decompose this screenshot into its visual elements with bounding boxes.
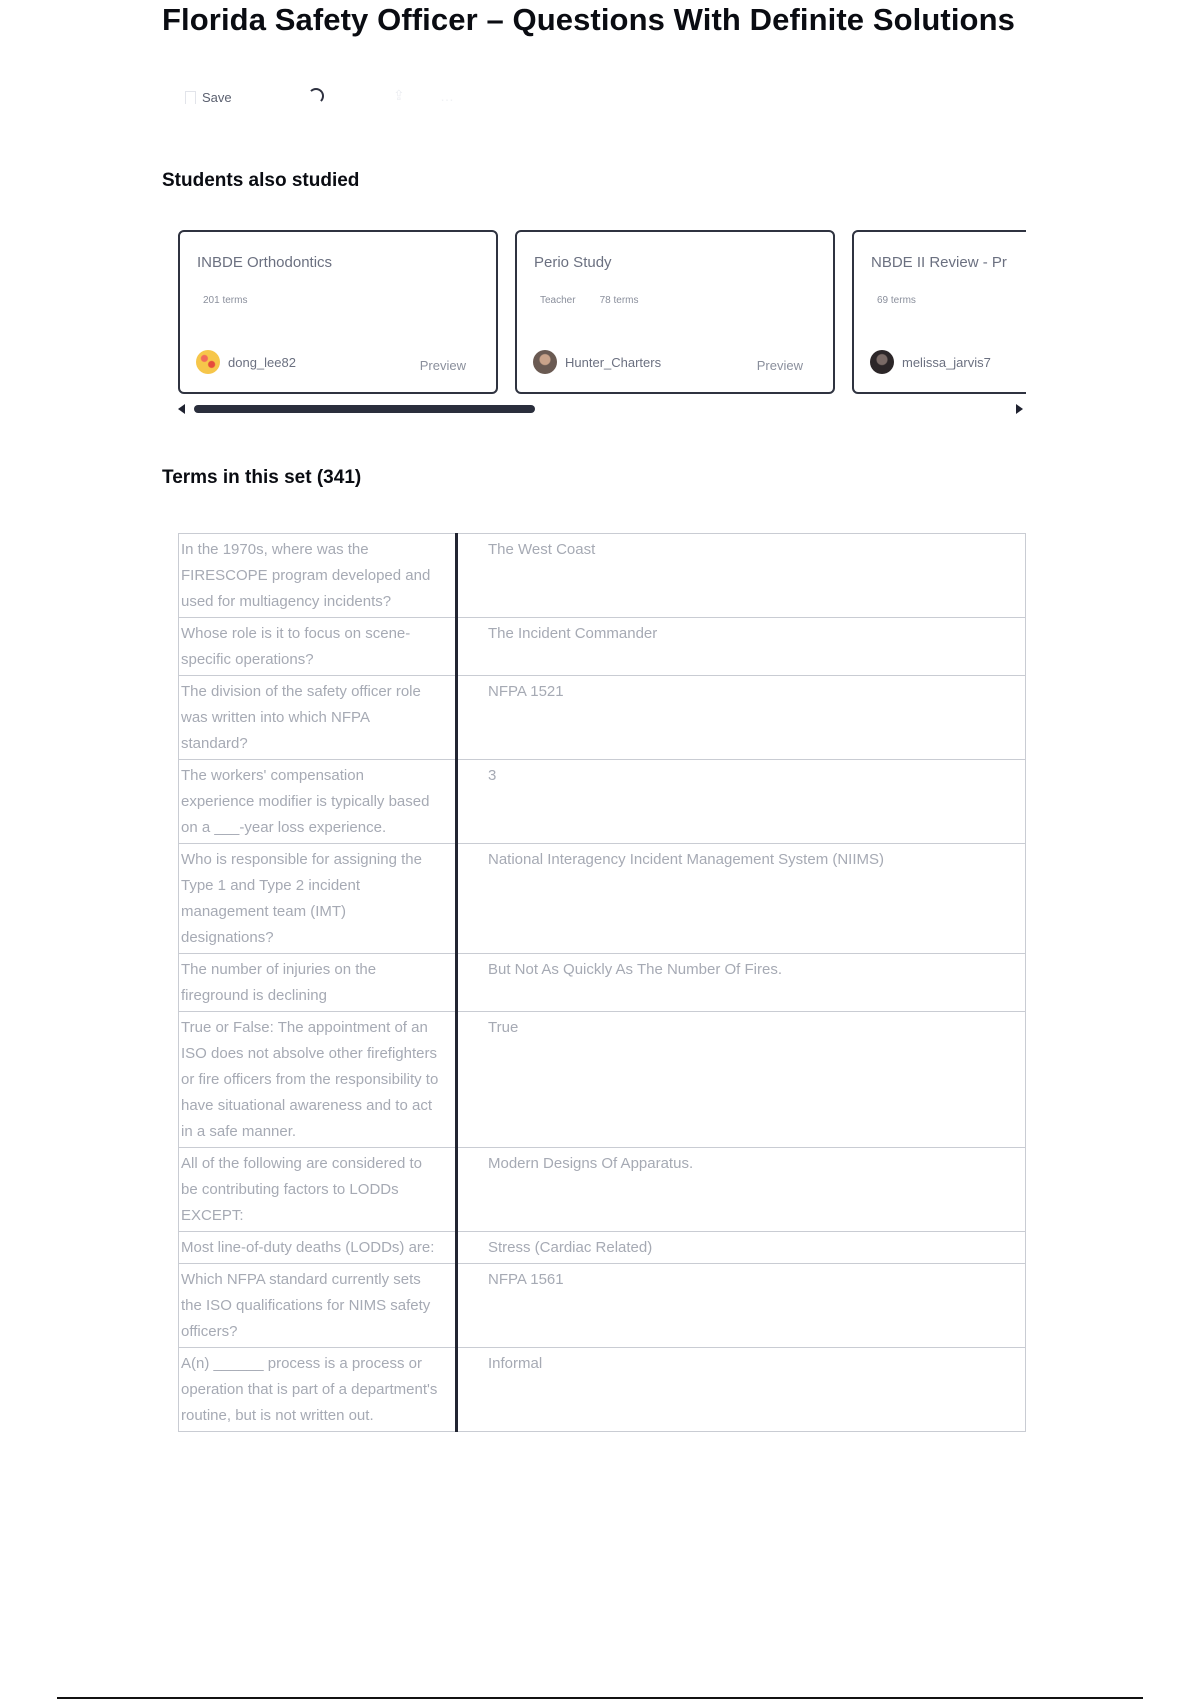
definition-cell: NFPA 1561 [457, 1264, 1026, 1348]
related-set-card[interactable] [178, 230, 498, 394]
page-title: Florida Safety Officer – Questions With Definite Solutions [162, 2, 1015, 37]
card-term-count: 69 terms [877, 295, 916, 306]
definition-cell: The West Coast [457, 534, 1026, 618]
related-sets-carousel[interactable] [178, 230, 1026, 402]
avatar [870, 350, 894, 374]
table-row [179, 676, 1026, 760]
definition-cell: National Interagency Incident Management System (NIIMS) [457, 844, 1026, 954]
card-username: melissa_jarvis7 [902, 354, 991, 370]
card-meta [877, 295, 916, 306]
card-meta [540, 295, 638, 306]
terms-table [178, 533, 1026, 1432]
term-cell: In the 1970s, where was the FIRESCOPE program developed and used for multiagency incidents? [179, 534, 457, 618]
card-preview-button[interactable]: Preview [419, 358, 466, 373]
set-actions [185, 82, 454, 112]
avatar [533, 350, 557, 374]
definition-cell: Stress (Cardiac Related) [457, 1232, 1026, 1264]
bookmark-icon [185, 91, 196, 104]
table-row [179, 618, 1026, 676]
definition-cell: The Incident Commander [457, 618, 1026, 676]
scrollbar-thumb[interactable] [194, 405, 535, 413]
table-row [179, 760, 1026, 844]
term-cell: Which NFPA standard currently sets the ISO qualifications for NIMS safety officers? [179, 1264, 457, 1348]
save-label: Save [202, 89, 232, 105]
definition-cell: NFPA 1521 [457, 676, 1026, 760]
more-options-icon[interactable]: … [440, 88, 454, 104]
terms-heading: Terms in this set (341) [162, 467, 362, 488]
definition-cell: True [457, 1012, 1026, 1148]
definition-cell: Informal [457, 1348, 1026, 1432]
term-cell: All of the following are considered to be contributing factors to LODDs EXCEPT: [179, 1148, 457, 1232]
term-cell: A(n) ______ process is a process or operation that is part of a department's routine, but is not written out. [179, 1348, 457, 1432]
carousel-scrollbar[interactable] [178, 403, 1023, 415]
definition-cell: But Not As Quickly As The Number Of Fires. [457, 954, 1026, 1012]
card-author[interactable] [870, 350, 991, 374]
card-title: INBDE Orthodontics [197, 254, 333, 271]
card-author[interactable] [533, 350, 661, 374]
footer-divider [57, 1697, 1143, 1699]
card-author[interactable] [196, 350, 296, 374]
card-title: Perio Study [534, 254, 612, 271]
card-username: dong_lee82 [228, 354, 296, 370]
save-button[interactable] [185, 90, 232, 105]
term-cell: Most line-of-duty deaths (LODDs) are: [179, 1232, 457, 1264]
card-preview-button[interactable]: Preview [756, 358, 803, 373]
related-set-card[interactable] [852, 230, 1026, 394]
table-row [179, 534, 1026, 618]
scroll-left-icon[interactable] [178, 404, 185, 414]
avatar [196, 350, 220, 374]
table-row [179, 1012, 1026, 1148]
card-title: NBDE II Review - Pr [871, 254, 1007, 271]
table-row [179, 954, 1026, 1012]
term-cell: True or False: The appointment of an ISO does not absolve other firefighters or fire officers from the responsibility to have situational awareness and to act in a safe manner. [179, 1012, 457, 1148]
card-username: Hunter_Charters [565, 354, 662, 370]
table-row [179, 1348, 1026, 1432]
term-cell: Who is responsible for assigning the Type 1 and Type 2 incident management team (IMT) designations? [179, 844, 457, 954]
term-cell: The division of the safety officer role was written into which NFPA standard? [179, 676, 457, 760]
term-cell: The number of injuries on the fireground is declining [179, 954, 457, 1012]
definition-cell: 3 [457, 760, 1026, 844]
loading-spinner-icon [308, 88, 324, 104]
table-row [179, 1232, 1026, 1264]
table-row [179, 844, 1026, 954]
table-row [179, 1264, 1026, 1348]
related-set-card[interactable] [515, 230, 835, 394]
card-teacher-badge: Teacher [540, 295, 576, 306]
term-cell: Whose role is it to focus on scene-specific operations? [179, 618, 457, 676]
definition-cell: Modern Designs Of Apparatus. [457, 1148, 1026, 1232]
table-row [179, 1148, 1026, 1232]
term-cell: The workers' compensation experience modifier is typically based on a ___-year loss experience. [179, 760, 457, 844]
card-term-count: 201 terms [203, 295, 248, 306]
card-meta [203, 295, 247, 306]
students-also-studied-heading: Students also studied [162, 170, 360, 191]
scroll-right-icon[interactable] [1016, 404, 1023, 414]
share-icon[interactable]: ⇪ [393, 87, 405, 103]
card-term-count: 78 terms [599, 295, 639, 306]
